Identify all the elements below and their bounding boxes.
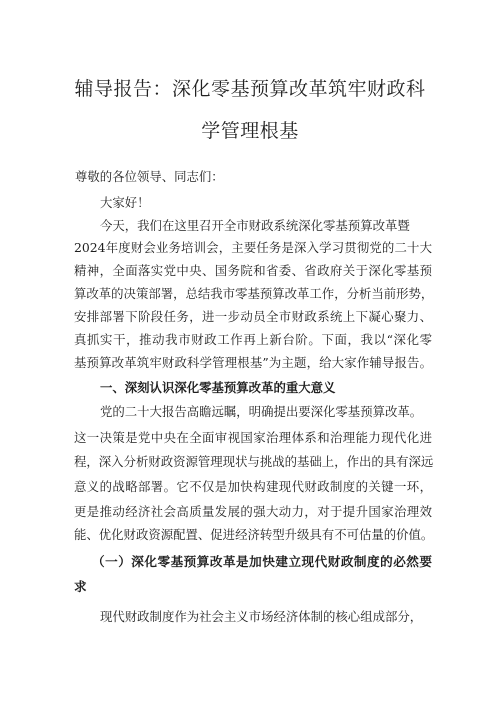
paragraph-line: 安排部署下阶段任务，进一步动员全市财政系统上下凝心聚力、 (74, 309, 432, 324)
paragraph-line: 程，深入分析财政资源管理现状与挑战的基础上，作出的具有深远 (74, 454, 434, 469)
salutation: 尊敬的各位领导、同志们： (75, 169, 224, 184)
paragraph-line: 2024年度财会业务培训会，主要任务是深入学习贯彻党的二十大 (74, 240, 432, 255)
paragraph-line: 这一决策是党中央在全面审视国家治理体系和治理能力现代化进 (74, 430, 432, 445)
paragraph-line: 现代财政制度作为社会主义市场经济体制的核心组成部分， (100, 609, 423, 624)
paragraph-line: 党的二十大报告高瞻远瞩，明确提出要深化零基预算改革。 (100, 404, 423, 419)
subsection-heading: （一）深化零基预算改革是加快建立现代财政制度的必然要 (92, 554, 432, 569)
paragraph-line: 基预算改革筑牢财政科学管理根基”为主题，给大家作辅导报告。 (74, 355, 432, 370)
paragraph-line: 能、优化财政资源配置、促进经济转型升级具有不可估量的价值。 (74, 527, 434, 542)
paragraph-line: 意义的战略部署。它不仅是加快构建现代财政制度的关键一环， (74, 479, 432, 494)
paragraph-line: 真抓实干，推动我市财政工作再上新台阶。下面，我以“深化零 (74, 332, 432, 347)
document-title-line-1: 辅导报告：深化零基预算改革筑牢财政科 (74, 78, 426, 100)
document-title-line-2: 学管理根基 (201, 120, 299, 142)
paragraph-line: 更是推动经济社会高质量发展的强大动力，对于提升国家治理效 (74, 504, 432, 519)
paragraph-line: 精神，全面落实党中央、国务院和省委、省政府关于深化零基预 (74, 263, 432, 278)
greeting: 大家好！ (100, 195, 150, 210)
subsection-heading-continued: 求 (74, 579, 87, 594)
section-heading: 一、深刻认识深化零基预算改革的重大意义 (100, 380, 336, 395)
paragraph-line: 今天，我们在这里召开全市财政系统深化零基预算改革暨 (100, 218, 410, 233)
paragraph-line: 算改革的决策部署，总结我市零基预算改革工作，分析当前形势， (74, 286, 434, 301)
